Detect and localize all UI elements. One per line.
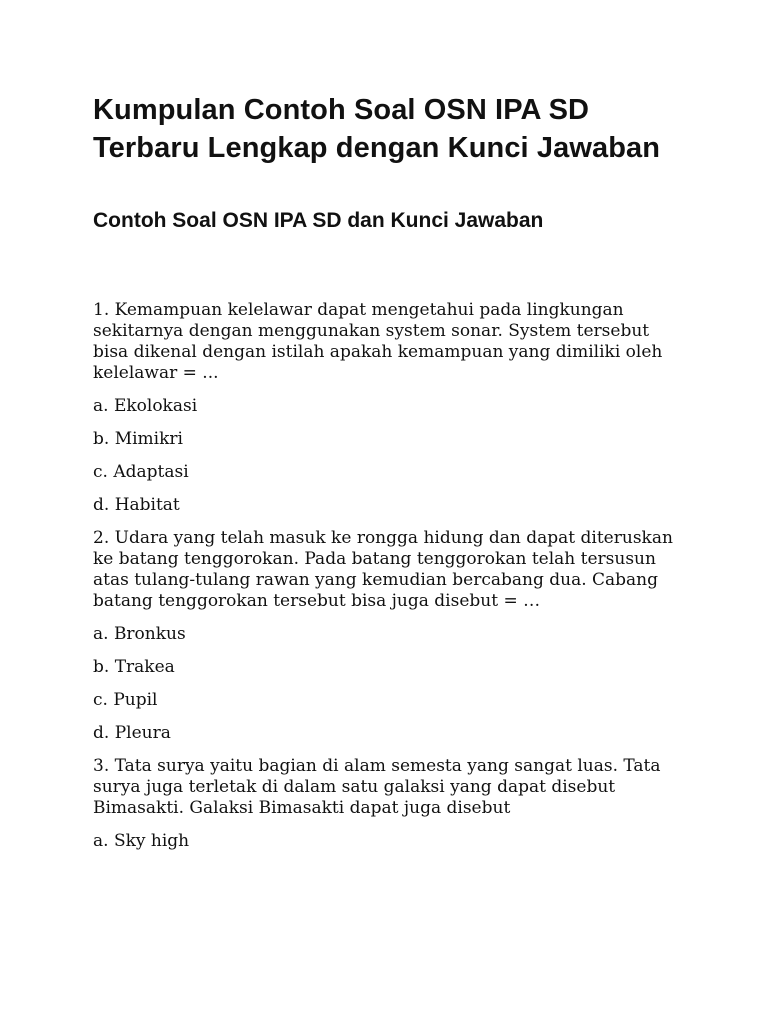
- question-2-option-c: c. Pupil: [93, 690, 158, 710]
- question-3-option-a: a. Sky high: [93, 831, 190, 851]
- question-1-option-d: d. Habitat: [93, 495, 180, 515]
- page-title: Kumpulan Contoh Soal OSN IPA SD Terbaru Lengkap dengan Kunci Jawaban: [93, 94, 661, 164]
- question-2-text: 2. Udara yang telah masuk ke rongga hidung dan dapat diteruskan ke batang tenggorokan. Pada batang tenggorokan telah tersusun atas tulang-tulang rawan yang kemudian bercabang dua. Cabang batang tenggorokan tersebut bisa juga disebut = …: [93, 528, 673, 611]
- question-1-option-c: c. Adaptasi: [93, 462, 189, 482]
- question-2-option-a: a. Bronkus: [93, 624, 186, 644]
- document-page: [93, 91, 683, 864]
- section-heading: Contoh Soal OSN IPA SD dan Kunci Jawaban: [93, 209, 544, 232]
- question-2-option-b: b. Trakea: [93, 657, 175, 677]
- question-list: [93, 300, 683, 852]
- question-3-text: 3. Tata surya yaitu bagian di alam semesta yang sangat luas. Tata surya juga terletak di dalam satu galaksi yang dapat disebut Bimasakti. Galaksi Bimasakti dapat juga disebut: [93, 756, 661, 818]
- question-1-option-b: b. Mimikri: [93, 429, 183, 449]
- question-1-text: 1. Kemampuan kelelawar dapat mengetahui pada lingkungan sekitarnya dengan menggunakan system sonar. System tersebut bisa dikenal dengan istilah apakah kemampuan yang dimiliki oleh kelelawar = ...: [93, 300, 663, 383]
- question-2-option-d: d. Pleura: [93, 723, 171, 743]
- question-1-option-a: a. Ekolokasi: [93, 396, 198, 416]
